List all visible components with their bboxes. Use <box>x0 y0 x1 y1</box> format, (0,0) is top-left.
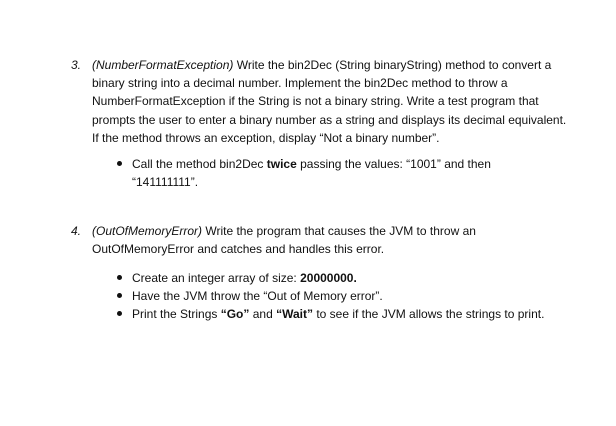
question-3-bullets <box>117 155 567 191</box>
question-3-text: Write the bin2Dec (String binaryString) method to convert a binary string into a decimal number. Implement the bin2Dec method to throw a NumberFormatException if the String is not a binary string. Write a test program that prompts the user to enter a binary number as a string and displays its decimal equivalent. If the method throws an exception, display “Not a binary number”. <box>92 58 567 145</box>
list-item: Print the Strings “Go” and “Wait” to see if the JVM allows the strings to print. <box>117 305 567 323</box>
bullet-icon <box>117 311 122 316</box>
question-4-title: (OutOfMemoryError) <box>92 224 203 238</box>
bullet-icon <box>117 275 122 280</box>
question-4-text: Write the program that causes the JVM to throw an OutOfMemoryError and catches and handles this error. <box>92 224 476 257</box>
list-item: Create an integer array of size: 20000000. <box>117 269 567 287</box>
question-3-title: (NumberFormatException) <box>92 58 234 72</box>
question-3-body <box>92 56 568 147</box>
question-4-number: 4. <box>71 224 82 238</box>
bullet-icon <box>117 293 122 298</box>
bullet-icon <box>117 161 122 166</box>
list-item: Call the method bin2Dec twice passing the values: “1001” and then “141111111”. <box>117 155 512 191</box>
question-3-number: 3. <box>71 58 82 72</box>
list-item: Have the JVM throw the “Out of Memory error”. <box>117 287 567 305</box>
question-4-bullets <box>117 269 567 323</box>
question-4-body <box>92 222 502 258</box>
